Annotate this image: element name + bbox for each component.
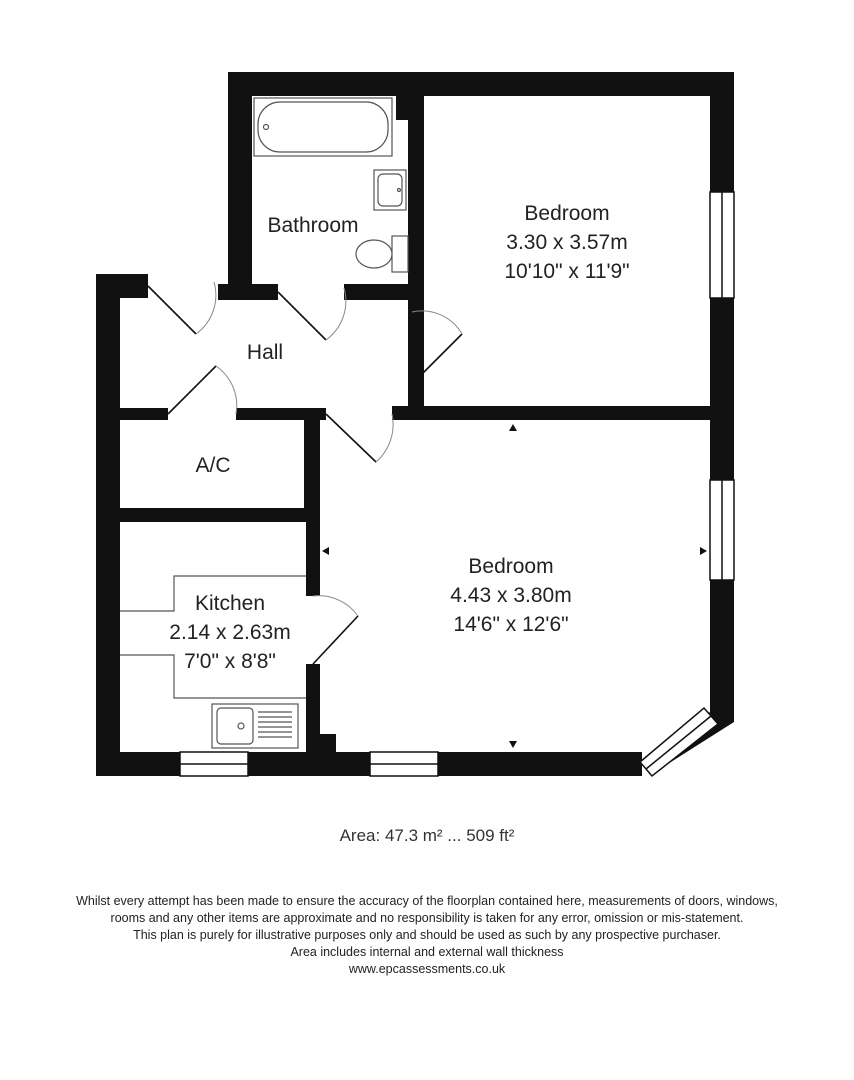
bathroom-name: Bathroom — [267, 214, 359, 237]
disclaimer-line: Whilst every attempt has been made to ensure the accuracy of the floorplan contained here, measurements of doors, windows, — [76, 894, 778, 908]
bedroom1-imperial: 10'10" x 11'9" — [504, 260, 630, 283]
bedroom1-name: Bedroom — [524, 202, 610, 225]
disclaimer — [0, 893, 854, 978]
bedroom2-metric: 4.43 x 3.80m — [450, 584, 572, 607]
area-summary: Area: 47.3 m² ... 509 ft² — [339, 826, 515, 845]
door-entrance — [148, 286, 196, 334]
ac-name: A/C — [195, 454, 231, 477]
website-link[interactable]: www.epcassessments.co.uk — [348, 962, 506, 976]
windows — [180, 192, 734, 776]
kitchen-metric: 2.14 x 2.63m — [169, 621, 291, 644]
bedroom2-imperial: 14'6" x 12'6" — [453, 613, 569, 636]
kitchen-imperial: 7'0" x 8'8" — [184, 650, 276, 673]
bedroom2-name: Bedroom — [468, 555, 554, 578]
disclaimer-line: rooms and any other items are approximate and no responsibility is taken for any error, omission or mis-statement. — [110, 911, 744, 925]
bedroom1-metric: 3.30 x 3.57m — [506, 231, 628, 254]
marker-left-icon — [322, 547, 329, 555]
marker-up-icon — [509, 424, 517, 431]
sink-icon — [212, 704, 298, 748]
marker-down-icon — [509, 741, 517, 748]
disclaimer-line: This plan is purely for illustrative purposes only and should be used as such by any prospective purchaser. — [133, 928, 721, 942]
toilet-icon — [356, 236, 408, 272]
door-bathroom — [278, 292, 326, 340]
disclaimer-line: Area includes internal and external wall thickness — [290, 945, 564, 959]
marker-right-icon — [700, 547, 707, 555]
hall-name: Hall — [246, 341, 284, 364]
door-bedroom2 — [326, 414, 376, 462]
door-kitchen — [313, 616, 358, 664]
kitchen-name: Kitchen — [194, 592, 266, 615]
door-ac — [168, 366, 216, 414]
